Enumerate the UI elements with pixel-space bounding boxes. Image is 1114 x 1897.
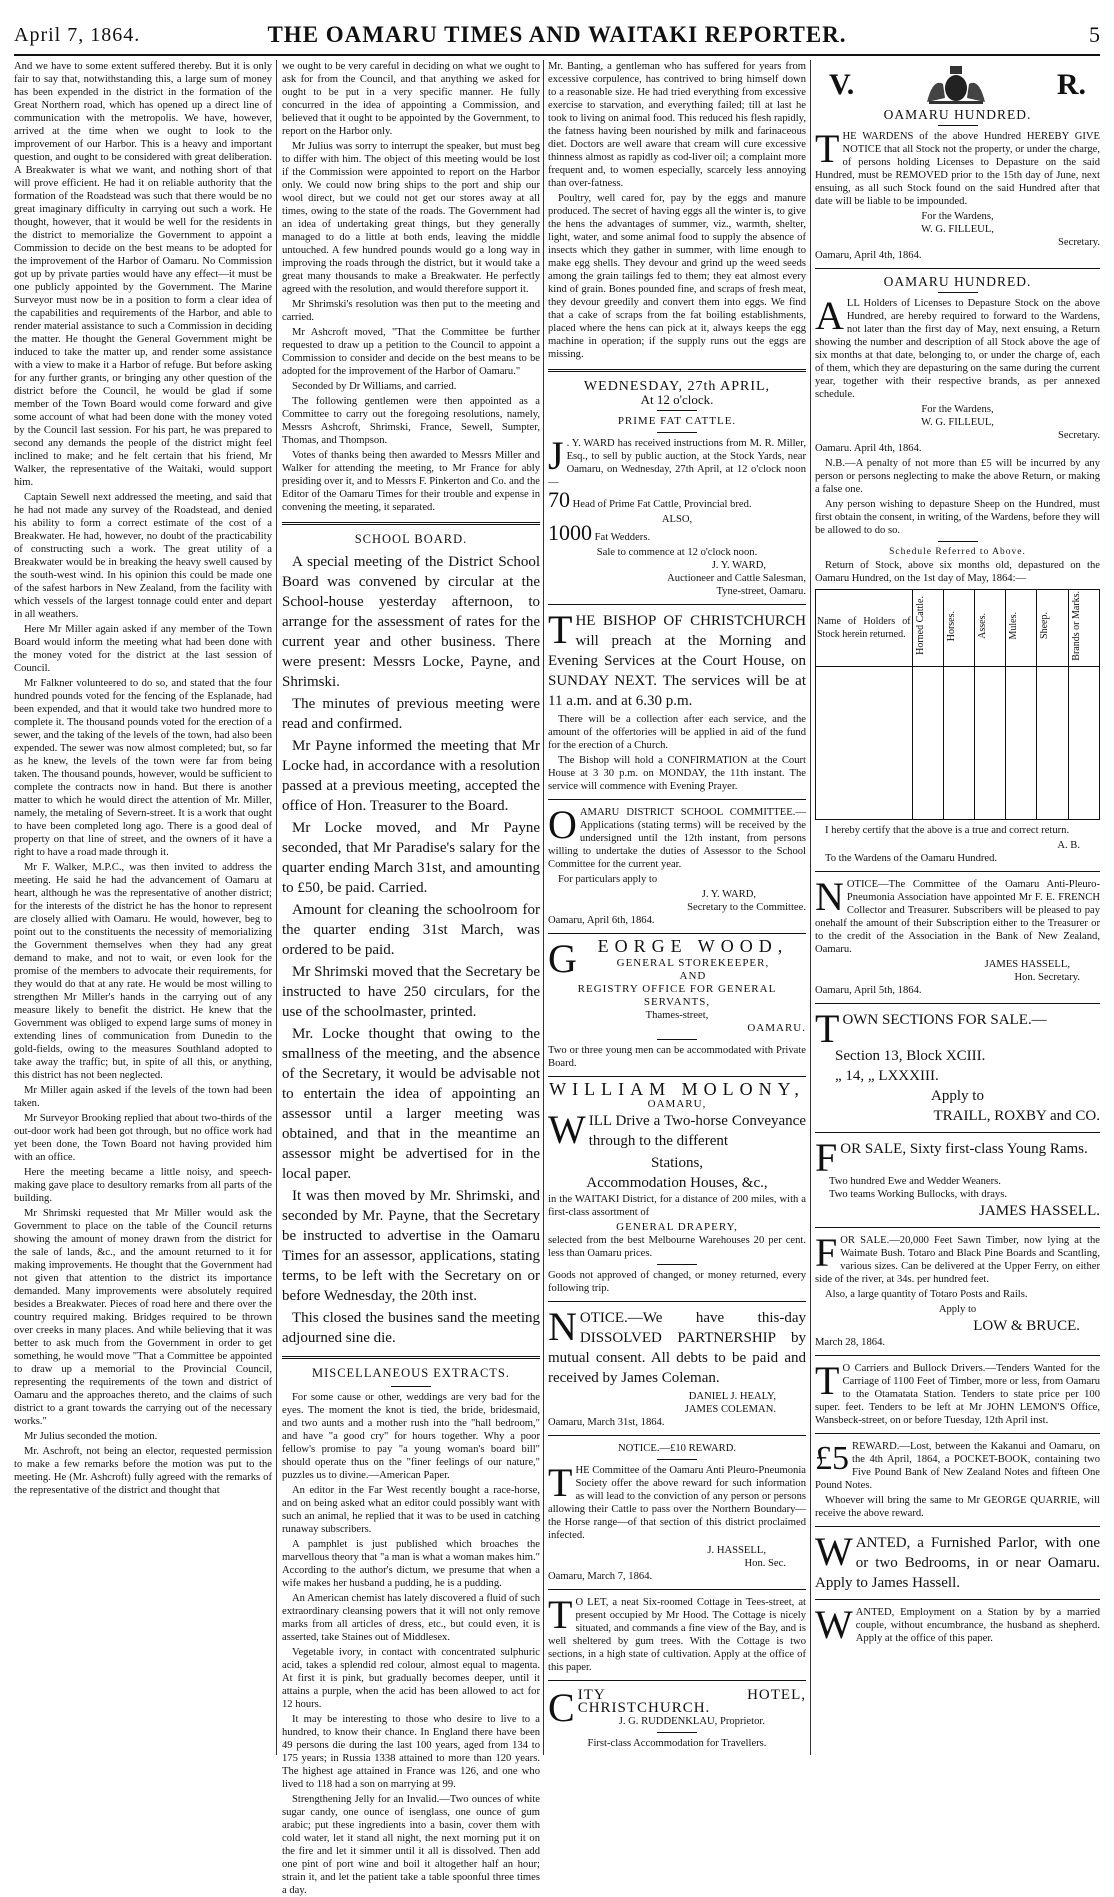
page-header [14,18,1100,56]
short-rule [938,125,978,126]
signature-title: Hon. Sec. [744,1558,786,1569]
column-rule [276,60,277,1755]
drop-cap: T [548,1592,573,1637]
ad-divider [548,1435,806,1436]
sale-date: WEDNESDAY, 27th APRIL, [583,379,771,394]
ad-proprietor: J. G. RUDDENKLAU, Proprietor. [618,1716,765,1727]
extract-paragraph: An editor in the Far West recently bought a race-horse, and on being asked what an editor could possibly want with such an animal, he replied that it was to be used in catching runaway subscribers. [282,1485,540,1535]
drop-cap: W [815,1528,853,1574]
table-header: Horses. [943,590,974,667]
article-paragraph: Mr Shrimski requested that Mr Miller would ask the Government to place on the table of the Council returns showing the amount of money drawn from the district for the sale of lands, &c., and the amount returned to it for making improvements. He thought that the Government had not given that attention to the district its importance demanded. Many improvements were absolutely required besides a Breakwater. Pieces of road here and there over the country required making. Bridges required to be thrown over creeks in many places. And while believing that it was better to ask much from the Government in order to get something, he would move "That a Committee be appointed to draw up a memorial to the Provincial Council, representing the requirements of the town and district of Oamaru and the approaches thereto, and the claims of such district to a grant towards the carrying out of the necessary works." [14,1208,272,1427]
drop-cap: T [815,1005,840,1051]
signature-title: Hon. Secretary. [1014,971,1080,983]
ad-divider [548,799,806,800]
ad-date: March 28, 1864. [815,1336,886,1348]
ad-divider [548,933,806,934]
ad-body: ILL Drive a Two-horse Conveyance through to the different [588,1113,806,1149]
short-rule [657,1459,697,1460]
notice-heading: OAMARU HUNDRED. [883,107,1032,122]
column-1 [14,60,272,1755]
ad-place: OAMARU, [647,1098,707,1110]
sale-time: At 12 o'clock. [640,392,714,407]
misc-extracts-heading: MISCELLANEOUS EXTRACTS. [311,1366,510,1380]
article-paragraph: Mr Surveyor Brooking replied that about two-thirds of the out-door work had been got through, but no office work had yet been done, the Town Board not having provided him with an office. [14,1113,272,1163]
ad-paragraph: Any person wishing to depasture Sheep on the Hundred, must first obtain the consent, in writing, of the Wardens, before they will be allowed to do so. [815,499,1100,536]
cattle-sale-ad [548,380,806,598]
ad-body: ANTED, a Furnished Parlor, with one or two Bedrooms, in or near Oamaru. Apply to James Hassell. [815,1534,1100,1591]
drop-cap: N [548,1304,577,1349]
drop-cap: G [548,936,577,981]
drop-cap: W [548,1107,586,1152]
school-board-heading: SCHOOL BOARD. [354,532,468,546]
signature: JAMES HASSELL. [979,1202,1100,1219]
ad-body: HE Committee of the Oamaru Anti Pleuro-Pneumonia Society offer the above reward for such information as will lead to the conviction of any person or persons allowing their Cattle to pass over the Northern Boundary—the Horse range—of that section of this district proclaimed infected. [548,1465,806,1541]
dissolution-notice [548,1304,806,1429]
column-rule [810,60,811,1755]
ad-body: O LET, a neat Six-roomed Cottage in Tees-street, at present occupied by Mr Hood. The Cottage is nicely situated, and commands a fine view of the Bay, and is well sheltered by gum trees. With the Cottage is two sections, in a high state of cultivation. Apply at the office of this paper. [548,1597,806,1673]
short-rule [391,1386,431,1387]
article-paragraph: Mr. Aschroft, not being an elector, requested permission to make a few remarks before the motion was put to the meeting. He (Mr. Ashcroft) fully agreed with the remarks of the representative of the district and thought that [14,1446,272,1496]
ad-date: Oamaru. April 4th, 1864. [815,443,922,454]
ad-date: Oamaru, March 31st, 1864. [548,1417,665,1428]
school-board-paragraph: A special meeting of the District School Board was convened by circular at the School-house yesterday afternoon, to arrange for the assessment of rates for the current year and other business. There were present: Messrs Locke, Payne, and Shrimski. [282,554,540,690]
ad-body: LL Holders of Licenses to Depasture Stock on the above Hundred, are hereby required to forward to the Wardens, not later than the first day of May, next ensuing, a Return showing the number and description of all Stock above the age of six months at that date, belonging to, or under the charge of, each of them, which they are depasturing on the same during the current year, together with their respective brands, as per annexed schedule. [815,298,1100,400]
ad-note: First-class Accommodation for Travellers. [587,1738,767,1749]
ad-body: O Carriers and Bullock Drivers.—Tenders Wanted for the Carriage of 1100 Feet of Timber, more or less, from Oamaru to the Otamatata Station. Tenders to state price per 100 super. feet. Tenders to be left at Mr JOHN LEMON'S Office, Wansbeck-street, on or before Tuesday, 12th April inst. [815,1362,1100,1426]
extract-paragraph: For some cause or other, weddings are very bad for the eyes. The moment the knot is tied, the bride, bridesmaid, and two aunts and a mother rush into the "hall bedroom," and have "a good cry" for hours together. Why a poor fellow's promise to pay "a young woman's board bill" should operate thus on the "finer feelings of our nature," puzzles us to divine.—American Paper. [282,1392,540,1481]
drop-cap: F [815,1134,838,1180]
sale-heading: PRIME FAT CATTLE. [617,415,737,427]
ad-paragraph: There will be a collection after each service, and the amount of the offertories will be applied in aid of the fund for the erection of a Church. [548,714,806,751]
article-paragraph: Poultry, well cared for, pay by the eggs and manure produced. The secret of having eggs all the winter is, to give the hens the advantages of summer, viz., warmth, shelter, light, water, and some animal food to supply the absence of insects which they gather in summer, with lime enough to make egg shells. They devour and grind up the weed seeds among the grain tailings fed to them; they eat almost every kind of grain. Bones pounded fine, and scraps of fresh meat, they devour greedily and convert them into eggs. We find that a cake of scraps from the fat boiling establishments, placed where the hens can pick at it, always keeps the egg machine in operation; if the supply runs out the eggs are missing. [548,193,806,360]
drop-cap: N [815,873,844,919]
short-rule [657,1264,697,1265]
article-paragraph: Mr Falkner volunteered to do so, and stated that the four hundred pounds voted for the fencing of the Esplanade, had been expended, and that it would take two hundred more to complete it. The thousand pounds voted for the erection of a sewer, and the taking of the levels of the town, had also been expended. The sewer was now almost completed; but, so far as he knew, the levels of the town were far from being taken. The thousand pounds, however, would be sufficient to complete the contracts now in hand. But there is another matter to which he would direct the attention of Mr. Miller, namely, the metaling of Severn-street. It is a work that ought to have been completed long ago. There is a good deal of property on that line of street, and the owners of it have a right to have a road made through it. [14,678,272,858]
ad-line: Two hundred Ewe and Wedder Weaners. [829,1175,1001,1187]
ad-line: Two teams Working Bullocks, with drays. [829,1188,1007,1200]
school-board-paragraph: It was then moved by Mr. Shrimski, and seconded by Mr. Payne, that the Secretary be instructed to advertise in the Oamaru Times for an assessor, applications, stating terms, to be left with the Secretary on or before Wednesday, the 20th inst. [282,1188,540,1304]
ad-divider [815,1003,1100,1004]
certification: I hereby certify that the above is a true and correct return. [825,824,1070,836]
ad-line: AND [679,970,707,982]
short-rule [938,292,978,293]
issue-date: April 7, 1864. [14,24,141,46]
short-rule [657,1732,697,1733]
ad-line: Apply to [931,1087,984,1104]
ad-line: selected from the best Melbourne Warehouses 20 per cent. less than Oamaru prices. [548,1235,806,1259]
school-committee-ad [548,802,806,927]
article-paragraph: The following gentlemen were then appointed as a Committee to carry out the foregoing resolutions, namely, Messrs Ashcroft, Shrimski, France, Sewell, Sumpter, Thomas, and Thompson. [282,396,540,446]
signature: W. G. FILLEUL, [921,417,994,428]
newspaper-title: THE OAMARU TIMES AND WAITAKI REPORTER. [267,22,847,47]
article-paragraph: Mr. Banting, a gentleman who has suffered for years from excessive corpulence, has contrived to bring himself down to a reasonable size. He had tried everything from excessive exercise to starvation, and everything failed; till at last he took to living on animal food. This reduced his flesh rapidly, the fatness having been nourished by milk and farinaceous diet. Doctors are well aware that cream will cure excessive thinness almost as rapidly as cod-liver oil; a complaint more frequent and, to women especially, scarcely less annoying than over-fatness. [548,61,806,189]
ad-line: in the WAITAKI District, for a distance of 200 miles, with a first-class assortment of [548,1194,806,1218]
drop-cap: C [548,1685,575,1730]
ad-body: ANTED, Employment on a Station by by a married couple, without encumbrance, the husband as shepherd. Apply at the office of this paper. [855,1606,1100,1644]
article-paragraph: Mr Julius was sorry to interrupt the speaker, but must beg to differ with him. The object of this meeting would be lost if the Commission were appointed to report on the Harbor only. We could now bring ships to the port and ship our wool direct, but we could not get our stores away at all times, owing to the state of the roads. The Government had an idea of undertaking great things, but they generally managed to do a little at both ends, leaving the middle untouched. A few hundred pounds would go a long way in improving the roads through the district, but it would take a great many thousands to make a Breakwater. He perfectly agreed with the resolution, and would therefore support it. [282,141,540,295]
school-board-paragraph: Mr. Locke thought that owing to the smallness of the meeting, and the absence of the Secretary, it would be advisable not to entertain the idea of appointing an assessor until a larger meeting was obtained, and that in the meantime an assessor might be advertised for in the local paper. [282,1026,540,1182]
william-molony-ad [548,1079,806,1295]
ad-body: OR SALE, Sixty first-class Young Rams. [840,1140,1088,1157]
article-paragraph: And we have to some extent suffered thereby. But it is only fair to say that, notwithstanding this, a large sum of money has been expended in the district in the formation of the Great Northern road, which has opened up a direct line of communication with the metropolis. We have, however, arrived at the time when we ought to look to the improvement of our Harbor. This is a heavy and important question, and ought to be considered with great deliberation. A Breakwater is what we want, and nothing short of that will prove efficient. He had it on reliable authority that the formation of the Roadstead was such that there would be no great imaginary difficulty in carrying out such a work. He thought, however, that it would be well for the residents in the district to memorialize the Government to appoint a Commission to decide on the best means to be adopted for the improvement of the Harbor of Oamaru. No Commission got up by private parties would have any effect—it must be one publicly appointed by the Government. The Marine Surveyor must now be in a position to form a clear idea of the capabilities and requirements of the Harbor, and able to render material assistance to such a Commission in deciding the matter. He thought the General Government might be induced to take the matter up, and render some assistance with a view to make it a Harbor of refuge. But before asking for any further grants, or bringing any other question of the district before the Council, he would be glad if some member of the Town Board would come forward and give some account of what had been done with the money voted by the Council last session. For his part, he was prepared to second any demands the people of the district might feel inclined to make; and he felt certain that his friend, Mr Walker, the representative of the Waitaki, would support him. [14,61,272,488]
signature: J. Y. WARD, [711,560,766,571]
city-hotel-ad [548,1685,806,1750]
ad-body: OTICE—The Committee of the Oamaru Anti-Pleuro-Pneumonia Association have appointed Mr F. E. FRENCH Collector and Treasurer. Subscribers will be pleased to pay onehalf the amount of their Subscription either to the Treasurer or to the credit of the Association in the Bank of New Zealand, Oamaru. [815,878,1100,955]
ad-date: Oamaru, April 5th, 1864. [815,984,922,996]
ad-divider [548,1301,806,1302]
signature-title: Secretary. [1058,430,1100,441]
royal-cipher [815,60,1100,106]
ad-body: HE BISHOP OF CHRISTCHURCH will preach at the Morning and Evening Services at the Court House, on SUNDAY NEXT. The services will be at 11 a.m. and at 6.30 p.m. [548,613,806,709]
column-2 [282,60,540,1896]
ad-divider [815,871,1100,872]
ad-line: For the Wardens, [921,211,994,222]
notice-heading: OAMARU HUNDRED. [883,274,1032,289]
section-divider [282,1356,540,1359]
cipher-v: V. [829,67,855,101]
drop-cap: O [548,802,577,847]
signature: J. HASSELL, [707,1545,766,1556]
ad-line: Section 13, Block XCIII. [835,1047,986,1064]
article-paragraph: we ought to be very careful in deciding on what we ought to ask for from the Council, and that anything we asked for ought to be put in a very specific manner. He fully concurred in the idea of appointing a Commission, and believed that it ought to be appointed by the Government, to report on the Harbor only. [282,61,540,137]
ad-line: Accommodation Houses, &c., [586,1175,768,1191]
article-paragraph: Here Mr Miller again asked if any member of the Town Board would inform the meeting what had been done with the money voted for the district at the last session of Council. [14,624,272,674]
drop-cap: F [815,1229,838,1275]
article-paragraph: Here the meeting became a little noisy, and speech-making gave place to desultory remarks from all parts of the building. [14,1167,272,1204]
to-let-ad [548,1592,806,1674]
school-board-paragraph: Mr Locke moved, and Mr Payne seconded, that Mr Paradise's salary for the quarter ending March 31st, and amounting to £50, be paid. Carried. [282,820,540,896]
short-rule [657,432,697,433]
ad-divider [815,268,1100,269]
ad-body: OWN SECTIONS FOR SALE.— [842,1011,1047,1028]
extract-paragraph: A pamphlet is just published which broaches the marvellous theory that "a man is what a woman makes him." According to the author's dictum, we presume that when a wife makes her husband a pudding, he is a pudding. [282,1539,540,1589]
table-header: Horned Cattle. [912,590,943,667]
ad-date: Oamaru, April 6th, 1864. [548,915,655,926]
ad-note: Two or three young men can be accommodated with Private Board. [548,1045,806,1069]
cipher-r: R. [1056,67,1086,101]
signature: DANIEL J. HEALY, [688,1391,776,1402]
schedule-subheading: Return of Stock, above six months old, depastured on the Oamaru Hundred, on the 1st day of May, 1864:— [815,560,1100,584]
ad-body: OR SALE.—20,000 Feet Sawn Timber, now lying at the Waimate Bush. Totaro and Black Pine Boards and Scantling, various sizes. Can be delivered at the Upper Ferry, on either side of the river, at 34s. per hundred feet. [815,1234,1100,1285]
column-rule [543,60,544,1755]
table-header: Name of Holders of Stock herein returned. [816,590,913,667]
article-paragraph: Mr Miller again asked if the levels of the town had been taken. [14,1085,272,1109]
signature: W. G. FILLEUL, [921,224,994,235]
signature: LOW & BRUCE. [973,1317,1080,1334]
ad-line: SERVANTS, [643,996,711,1008]
ad-divider [815,1355,1100,1356]
ad-divider [548,1076,806,1077]
page-number: 5 [1089,22,1100,47]
ad-name: ITY HOTEL, CHRISTCHURCH. [577,1687,806,1716]
ad-line: REGISTRY OFFICE FOR GENERAL [577,983,777,995]
sale-quantity: 1000 [548,520,592,545]
ad-line: For the Wardens, [921,404,994,415]
table-row [816,666,1100,819]
ad-date: Oamaru, March 7, 1864. [548,1571,653,1582]
ad-divider [815,1227,1100,1228]
ad-line: Apply to [938,1303,977,1315]
article-paragraph: Mr F. Walker, M.P.C., was then invited to address the meeting. He said he had the advancement of Oamaru at heart, although he was the representative of another district; for the interests of the district he has the honor to represent are closely allied with Oamaru. He would, however, beg to point out to the constituents the necessity of memorializing the Government themselves when they had any great demand to make, and not to wait, or even look for the promise of the members to advocate their requirements, for they would do that at any rate. He would be most willing to strengthen Mr Miller's hands in the carrying out of any measure likely to benefit the district. He knew that the Government was obliged to expend large sums of money in extending lines of communication from Dunedin to the gold-fields, owing to the measures Southland adopted to take away the traffic; but, in spite of all this, or anything, this district has not been neglected. [14,862,272,1081]
ad-line: GENERAL DRAPERY, [616,1221,738,1233]
table-header: Asses. [975,590,1006,667]
ad-paragraph: N.B.—A penalty of not more than £5 will be incurred by any person or persons neglecting to make the above Return, or making a false one. [815,458,1100,495]
signature: TRAILL, ROXBY and CO. [933,1107,1100,1124]
ad-divider [815,1132,1100,1133]
ad-line: OAMARU. [747,1022,806,1034]
signature: JAMES COLEMAN. [684,1404,776,1415]
ad-paragraph: For particulars apply to [558,874,658,885]
section-divider [282,522,540,525]
sale-item: Fat Wedders. [594,532,651,543]
signature-title: Secretary. [1058,237,1100,248]
article-paragraph: Seconded by Dr Williams, and carried. [292,381,457,392]
table-header: Sheep. [1037,590,1068,667]
school-board-paragraph: The minutes of previous meeting were read and confirmed. [282,696,540,732]
stock-return-table [815,589,1100,820]
ad-divider [815,1599,1100,1600]
extract-paragraph: Vegetable ivory, in contact with concentrated sulphuric acid, takes a splendid red colour, almost equal to magenta. At first it is pink, but gradually becomes deeper, until it attains a purple, when the acid has been allowed to act for 12 hours. [282,1647,540,1710]
signature-title: Auctioneer and Cattle Salesman, [667,573,806,584]
ad-line: Thames-street, [645,1010,709,1021]
drop-cap: W [815,1601,853,1647]
sale-commence: Sale to commence at 12 o'clock noon. [596,547,758,558]
ad-line: To the Wardens of the Oamaru Hundred. [825,852,998,864]
drop-cap: £5 [815,1439,849,1477]
drop-cap: T [548,607,573,652]
ad-line: GENERAL STOREKEEPER, [616,957,770,969]
ad-paragraph: Also, a large quantity of Totaro Posts and Rails. [825,1288,1028,1300]
short-rule [657,410,697,411]
ad-name: WILLIAM MOLONY, [549,1079,805,1099]
ad-body: REWARD.—Lost, between the Kakanui and Oamaru, on the 4th April, 1864, a POCKET-BOOK, containing two Five Pound Bank of New Zealand Notes and fifteen One Pound Notes. [815,1440,1100,1491]
ad-body: . Y. WARD has received instructions from M. R. Miller, Esq., to sell by public auction, at the Stock Yards, near Oamaru, on Wednesday, 27th April, at 12 o'clock noon— [548,438,806,488]
signature: JAMES HASSELL, [984,958,1070,970]
reward-notice [548,1442,806,1583]
ad-body: AMARU DISTRICT SCHOOL COMMITTEE.—Applications (stating terms) will be received by the undersigned until the 12th instant, from persons willing to undertake the duties of Assessor to the School Committee for the current year. [548,807,806,870]
table-header: Brands or Marks. [1068,590,1099,667]
extract-paragraph: An American chemist has lately discovered a fluid of such extraordinary cleansing powers that it will not only remove marks from all articles of dress, etc., but could even, it is asserted, take Staines out of Middlesex. [282,1593,540,1643]
signature-address: Tyne-street, Oamaru. [716,586,806,597]
schedule-heading: Schedule Referred to Above. [889,547,1026,557]
section-divider [548,369,806,372]
ad-line: Stations, [650,1155,704,1171]
column-4 [815,60,1100,1755]
drop-cap: T [548,1460,573,1505]
article-paragraph: Mr Ashcroft moved, "That the Committee be further requested to draw up a petition to the Council to appoint a Commission to consider and decide on the best means to be adopted for the improvement of the Harbor of Oamaru." [282,327,540,377]
signature: A. B. [1057,839,1080,851]
table-header: Mules. [1006,590,1037,667]
short-rule [657,1039,697,1040]
ad-paragraph: The Bishop will hold a CONFIRMATION at the Court House at 3 30 p.m. on MONDAY, the 11th instant. The service will commence with Evening Prayer. [548,755,806,792]
signature: J. Y. WARD, [701,889,756,900]
ad-body: HE WARDENS of the above Hundred HEREBY GIVE NOTICE that all Stock not the property, or under the charge, of persons holding Licenses to Depasture on the said Hundred, must be REMOVED prior to the 15th day of June, next ensuing, as all such Stock found on the said Hundred after that date will be liable to be impounded. [815,131,1100,207]
extract-paragraph: It may be interesting to those who desire to live to a hundred, to know their chance. In England there have been 49 persons die during the last 100 years, aged from 134 to 175 years; in Russia 1338 attained to more than 120 years. The highest age attained in France was 126, and one who lived to 118 had a son on marrying at 99. [282,1714,540,1790]
drop-cap: J [548,433,564,478]
bishop-ad [548,607,806,793]
school-board-paragraph: This closed the busines sand the meeting adjourned sine die. [282,1310,540,1346]
ad-divider [815,1526,1100,1527]
drop-cap: T [815,1357,840,1403]
ad-divider [548,1589,806,1590]
short-rule [938,541,978,542]
extract-paragraph: Strengthening Jelly for an Invalid.—Two ounces of white sugar candy, one ounce of isenglass, one ounce of gum arabic; put these ingredients into a basin, cover them with cold water, let it stand all night, the next morning put it on the fire and let it simmer until it all is dissolved. Then add one pint of port wine and boil it altogether half an hour; strain it, and let the patient take a table spoonful three times a day. [282,1794,540,1896]
ad-name: EORGE WOOD, [597,936,789,956]
article-paragraph: Captain Sewell next addressed the meeting, and said that he had not made any survey of the Roadstead, and denied his ability to form a correct estimate of the cost of a Breakwater. He had, however, no doubt of the practicability of constructing such a work. The great utility of a Breakwater would be in breaking the heavy swell caused by the south-west wind. In his opinion this could be made one of the safest harbors in New Zealand, from the facility with which vessels of the largest tonnage could enter and depart in all weathers. [14,492,272,620]
article-paragraph: Mr Shrimski's resolution was then put to the meeting and carried. [282,299,540,323]
article-paragraph: Votes of thanks being then awarded to Messrs Miller and Walker for attending the meeting, to Mr France for ably presiding over it, and to Messrs F. Pinkerton and Co. and the Editor of the Oamaru Times for their trouble and expense in convening the meeting, it separated. [282,450,540,513]
drop-cap: T [815,126,840,171]
school-board-paragraph: Mr Payne informed the meeting that Mr Locke had, in accordance with a resolution passed at a previous meeting, accepted the office of Hon. Treasurer to the Board. [282,738,540,814]
signature-title: Secretary to the Committee. [687,902,806,913]
ad-line: Goods not approved of changed, or money returned, every following trip. [548,1270,806,1294]
ad-body: OTICE.—We have this-day DISSOLVED PARTNERSHIP by mutual consent. All debts to be paid and received by James Coleman. [548,1310,806,1386]
drop-cap: A [815,293,844,338]
ad-heading: NOTICE.—£10 REWARD. [618,1443,736,1454]
sale-quantity: 70 [548,487,570,512]
ad-date: Oamaru, April 4th, 1864. [815,250,922,261]
george-wood-ad [548,936,806,1070]
ad-line: „ 14, „ LXXXIII. [835,1067,939,1084]
column-3 [548,60,806,1755]
school-board-paragraph: Mr Shrimski moved that the Secretary be instructed to have 250 circulars, for the use of the schoolmaster, printed. [282,964,540,1020]
ad-divider [815,1433,1100,1434]
sale-item: Head of Prime Fat Cattle, Provincial bred. [572,499,752,510]
article-paragraph: Mr Julius seconded the motion. [24,1431,158,1442]
ad-divider [548,604,806,605]
royal-coat-of-arms-icon [921,62,991,106]
ad-divider [548,1680,806,1681]
ad-paragraph: Whoever will bring the same to Mr GEORGE QUARRIE, will receive the above reward. [815,1494,1100,1519]
sale-also: ALSO, [661,514,693,525]
school-board-paragraph: Amount for cleaning the schoolroom for the quarter ending 31st March, was ordered to be paid. [282,902,540,958]
